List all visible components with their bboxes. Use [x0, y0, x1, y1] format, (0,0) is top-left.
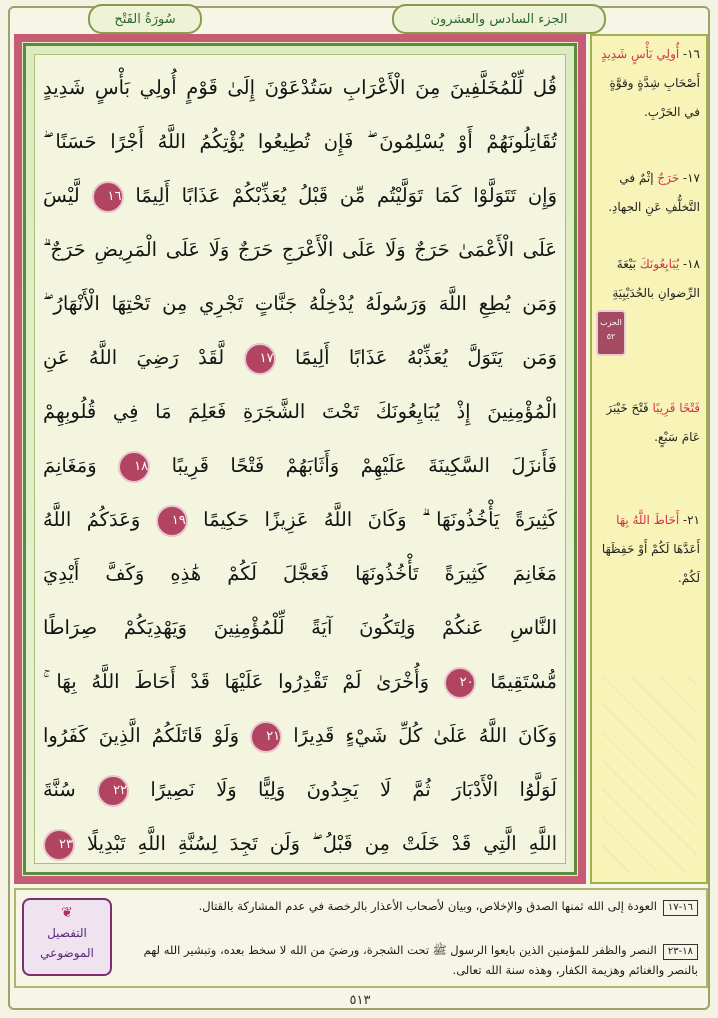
ayah-marker-22: ٢٢	[97, 775, 129, 807]
quran-line-11: النَّاسِ عَنكُمْ وَلِتَكُونَ آيَةً لِّلْمُؤْمِنِينَ وَيَهْدِيَكُمْ صِرَاطًا	[43, 616, 557, 639]
side-note-21: ٢١- أَحَاطَ اللَّهُ بِهَا أَعَدَّهَا لَكُمْ أَوْ حَفِظَهَا لَكُمْ.	[601, 513, 700, 585]
quran-line-10: مَغَانِمَ كَثِيرَةً تَأْخُذُونَهَا فَعَجَّلَ لَكُمْ هَٰذِهِ وَكَفَّ أَيْدِيَ	[43, 562, 557, 585]
quran-line-3: وَإِن تَتَوَلَّوْا كَمَا تَوَلَّيْتُم مِّن قَبْلُ يُعَذِّبْكُمْ عَذَابًا أَلِيمًا ١٦ لَّيْسَ	[43, 169, 557, 223]
quran-line-2: تُقَاتِلُونَهُمْ أَوْ يُسْلِمُونَ ۖ فَإِن تُطِيعُوا يُؤْتِكُمُ اللَّهُ أَجْرًا حَسَنًا ۖ	[43, 130, 557, 153]
page-number: ٥١٣	[349, 993, 371, 1008]
side-note-18b: فَتْحًا قَرِيبًا فَتْحَ خَيْبَرَ عَامَ سَبْعٍ.	[606, 401, 700, 444]
thematic-logo: ❦ التفصيل الموضوعي	[22, 898, 112, 976]
quran-line-7: الْمُؤْمِنِينَ إِذْ يُبَايِعُونَكَ تَحْتَ الشَّجَرَةِ فَعَلِمَ مَا فِي قُلُوبِهِمْ	[43, 400, 557, 423]
quran-line-15: اللَّهِ الَّتِي قَدْ خَلَتْ مِن قَبْلُ ۖ وَلَن تَجِدَ لِسُنَّةِ اللَّهِ تَبْدِيلًا ٢٣	[43, 817, 557, 871]
surah-name-label: سُورَةُ الفَتْح	[88, 4, 202, 34]
quran-line-6: وَمَن يَتَوَلَّ يُعَذِّبْهُ عَذَابًا أَلِيمًا ١٧ لَّقَدْ رَضِيَ اللَّهُ عَنِ	[43, 331, 557, 385]
quran-text-inner	[34, 54, 566, 864]
crown-icon: ❦	[61, 905, 73, 921]
ayah-marker-18: ١٨	[118, 451, 150, 483]
footnote-18-23: ١٨-٢٣النصر والظفر للمؤمنين الذين بايعوا الرسول ﷺ تحت الشجرة، ورضيَ من الله لا سخط بعده، وتبشير الله لهم بالنصر والغنائم وهزيمة الكفار، وهذه سنة الله تعالى.	[143, 943, 698, 977]
word-meanings-panel	[590, 34, 708, 884]
juz-label: الجزء السادس والعشرون	[392, 4, 606, 34]
quran-line-1: قُل لِّلْمُخَلَّفِينَ مِنَ الْأَعْرَابِ سَتُدْعَوْنَ إِلَىٰ قَوْمٍ أُولِي بَأْسٍ شَدِيدٍ	[43, 76, 557, 99]
quran-text-panel	[14, 34, 586, 884]
side-panel-pattern	[602, 676, 696, 872]
ayah-marker-16: ١٦	[92, 181, 124, 213]
hizb-marker: الحزب ٥٢	[596, 310, 626, 356]
ayah-marker-20: ٢٠	[444, 667, 476, 699]
ayah-marker-19: ١٩	[156, 505, 188, 537]
quran-line-8: فَأَنزَلَ السَّكِينَةَ عَلَيْهِمْ وَأَثَابَهُمْ فَتْحًا قَرِيبًا ١٨ وَمَغَانِمَ	[43, 439, 557, 493]
side-note-18: ١٨- يُبَايِعُونَكَ بَيْعَةَ الرِّضوانِ بالحُدَيْبِيَةِ	[612, 257, 700, 300]
side-note-17: ١٧- حَرَجٌ إثْمٌ في التَّخلُّفِ عَنِ الجهادِ.	[608, 171, 700, 214]
thematic-footnotes	[14, 888, 708, 988]
quran-line-4: عَلَى الْأَعْمَىٰ حَرَجٌ وَلَا عَلَى الْأَعْرَجِ حَرَجٌ وَلَا عَلَى الْمَرِيضِ حَرَجٌ ۗ	[43, 238, 557, 261]
ayah-marker-21: ٢١	[250, 721, 282, 753]
side-note-16: ١٦- أُولِي بَأْسٍ شَدِيدٍ أَصْحَابِ شِدَّةٍ وقوَّةٍ في الحَرْبِ.	[601, 47, 700, 119]
ayah-marker-17: ١٧	[244, 343, 276, 375]
footnote-16-17: ١٦-١٧العودة إلى الله ثمنها الصدق والإخلاص، وبيان لأصحاب الأعذار بالرخصة في عدم المشاركة بالقتال.	[116, 896, 698, 916]
quran-line-5: وَمَن يُطِعِ اللَّهَ وَرَسُولَهُ يُدْخِلْهُ جَنَّاتٍ تَجْرِي مِن تَحْتِهَا الْأَنْهَارُ ۖ	[43, 292, 557, 315]
quran-line-14: لَوَلَّوُا الْأَدْبَارَ ثُمَّ لَا يَجِدُونَ وَلِيًّا وَلَا نَصِيرًا ٢٢ سُنَّةَ	[43, 763, 557, 817]
quran-line-13: وَكَانَ اللَّهُ عَلَىٰ كُلِّ شَيْءٍ قَدِيرًا ٢١ وَلَوْ قَاتَلَكُمُ الَّذِينَ كَفَرُوا	[43, 709, 557, 763]
quran-line-12: مُّسْتَقِيمًا ٢٠ وَأُخْرَىٰ لَمْ تَقْدِرُوا عَلَيْهَا قَدْ أَحَاطَ اللَّهُ بِهَا ۚ	[43, 655, 557, 709]
ayah-marker-23: ٢٣	[43, 829, 75, 861]
quran-line-9: كَثِيرَةً يَأْخُذُونَهَا ۗ وَكَانَ اللَّهُ عَزِيزًا حَكِيمًا ١٩ وَعَدَكُمُ اللَّهُ	[43, 493, 557, 547]
